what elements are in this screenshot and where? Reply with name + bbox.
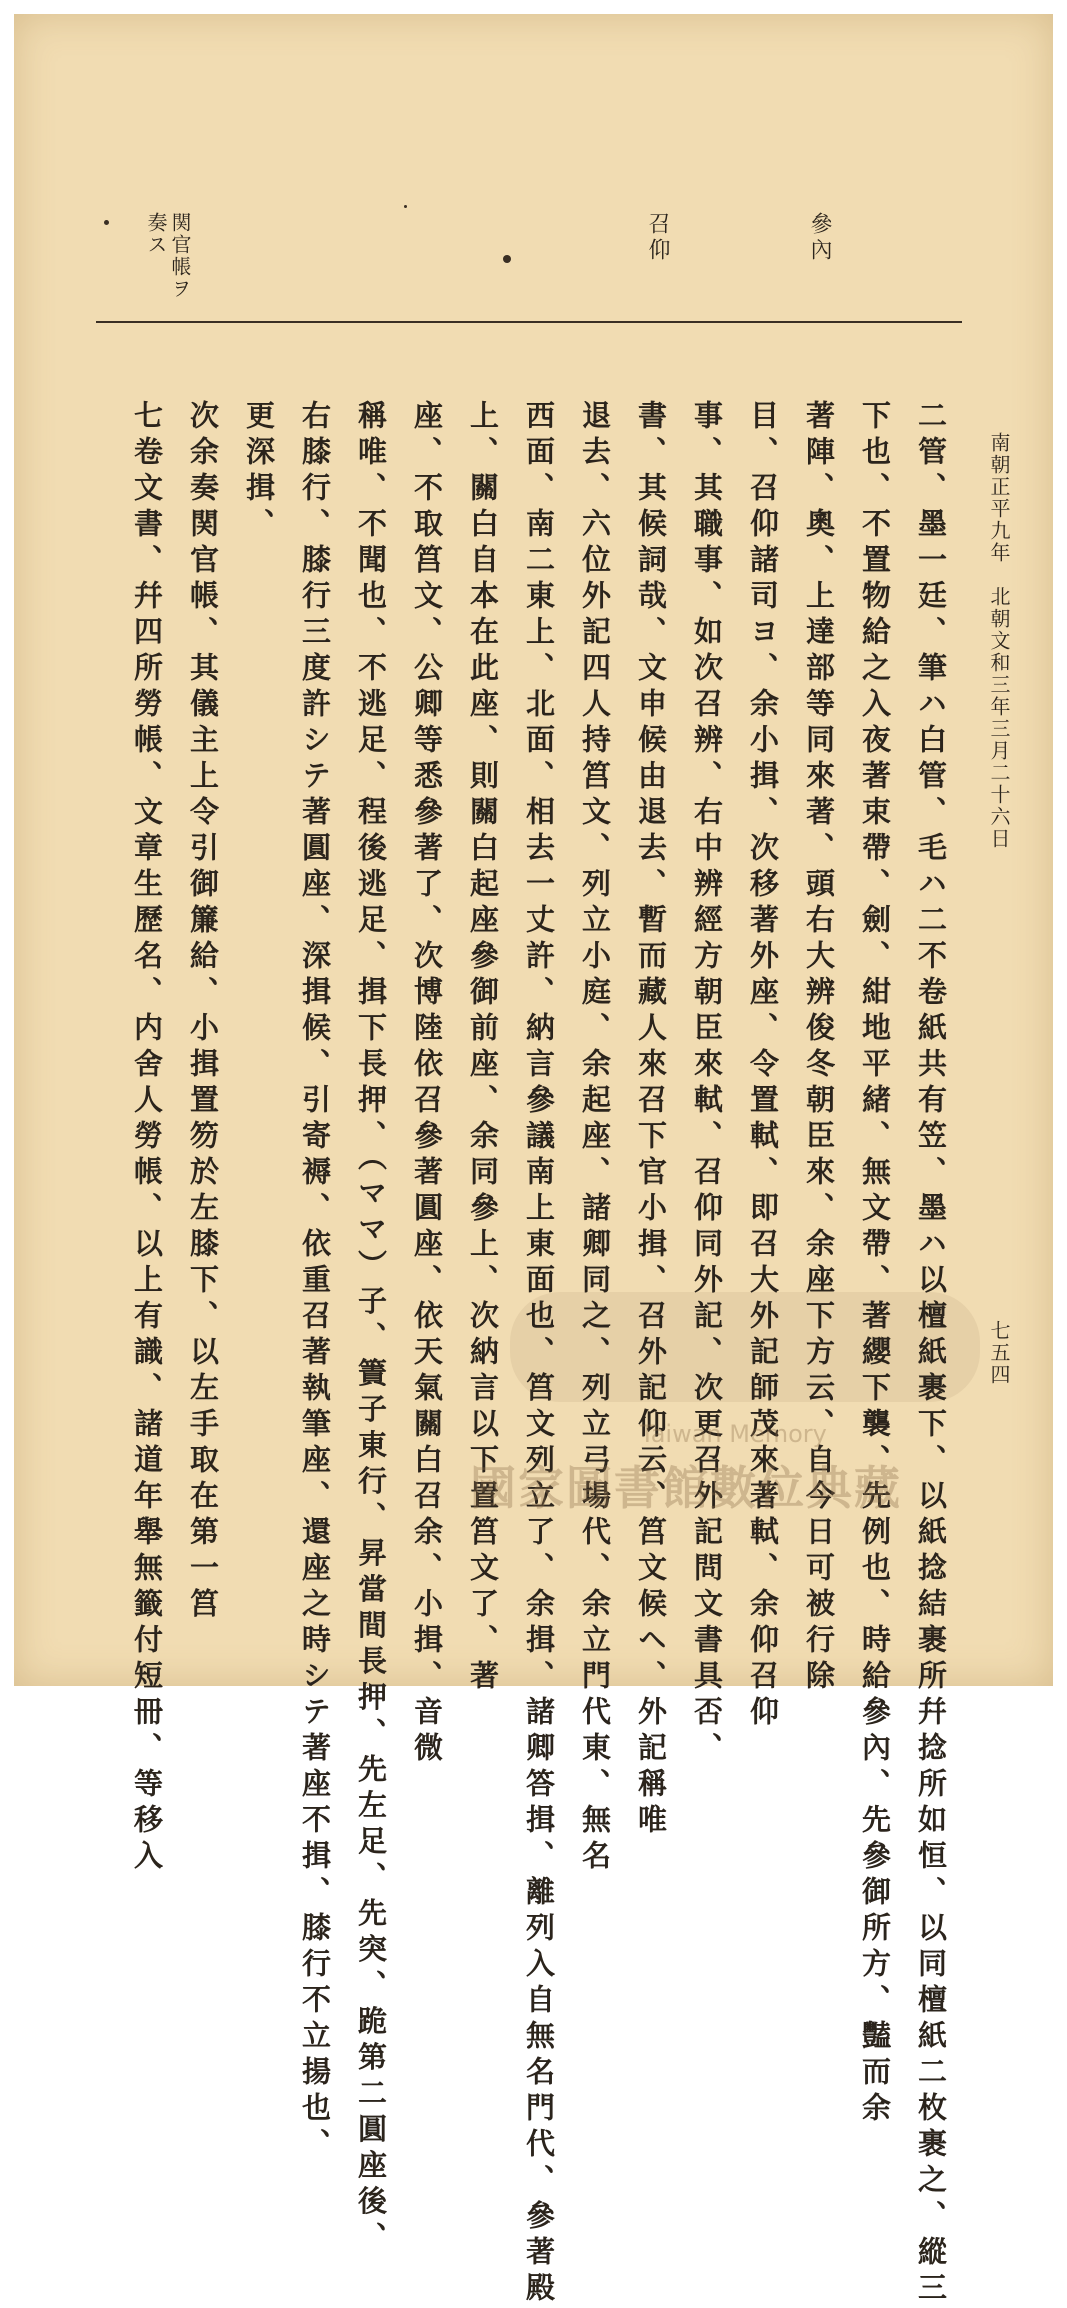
watermark-subtitle: Taiwan Memory [640, 1420, 827, 1448]
page-number: 七五四 [987, 1320, 1011, 1386]
text-column: 更深揖、 [242, 400, 276, 544]
text-column: 下也、不置物給之入夜著束帶、劍、紺地平緒、無文帶、著纓下襲、先例也、時給參內、先參御所方、豔而余 [858, 400, 892, 2128]
text-column: 次余奏関官帳、其儀主上令引御簾給、小揖置笏於左膝下、以左手取在第一筥 [186, 400, 220, 1624]
ink-speck [404, 205, 407, 208]
text-column: 書、其候詞哉、文申候由退去、暫而藏人來召下官小揖、召外記仰云、筥文候ヘ、外記稱唯 [634, 400, 668, 1840]
text-column: 座、不取筥文、公卿等悉參著了、次博陸依召參著圓座、依天氣關白召余、小揖、音微 [410, 400, 444, 1768]
text-column: 右膝行、膝行三度許シテ著圓座、深揖候、引寄褥、依重召著執筆座、還座之時シテ著座不揖、膝行不立揚也、 [298, 400, 332, 2164]
text-column: 上、關白自本在此座、則關白起座參御前座、余同參上、次納言以下置筥文了、著 [466, 400, 500, 1696]
text-column: 事、其職事、如次召辨、右中辨經方朝臣來軾、召仰同外記、次更召外記問文書具否、 [690, 400, 724, 1768]
text-column: 退去、六位外記四人持筥文、列立小庭、余起座、諸卿同之、列立弓場代、余立門代東、無名 [578, 400, 612, 1876]
ink-speck [503, 255, 511, 263]
text-column: 著陣、奧、上達部等同來著、頭右大辨俊冬朝臣來、余座下方云、自今日可被行除 [802, 400, 836, 1696]
header-rule [96, 321, 962, 323]
text-column: 二管、墨一廷、筆ハ白管、毛ハ二不卷紙共有笠、墨ハ以檀紙裹下、以紙捻結裹所幷捻所如恒、以同檀紙二枚裹之、縱三 [914, 400, 948, 2308]
text-column: 稱唯、不聞也、不逃足、程後逃足、揖下長押、（ママ）子、簀子東行、昇當間長押、先左足、先突、跪第二圓座後、 [354, 400, 388, 2258]
watermark-text: 國家圖書館數位典藏 [470, 1461, 902, 1515]
text-column: 目、召仰諸司ヨ、余小揖、次移著外座、令置軾、即召大外記師茂來著軾、余仰召仰 [746, 400, 780, 1732]
text-column: 七卷文書、幷四所勞帳、文章生歷名、内舍人勞帳、以上有識、諸道年舉無籤付短冊、等移入 [130, 400, 164, 1876]
margin-note: 召仰 [645, 212, 670, 264]
margin-note: 関官帳ヲ奏ス [144, 212, 192, 300]
page-header: 南朝正平九年 北朝文和三年三月二十六日 [987, 432, 1011, 850]
margin-note: 參內 [807, 212, 832, 264]
ink-speck [104, 220, 109, 225]
text-column: 西面、南二東上、北面、相去一丈許、納言參議南上東面也、筥文列立了、余揖、諸卿答揖、離列入自無名門代、參著殿 [522, 400, 556, 2308]
